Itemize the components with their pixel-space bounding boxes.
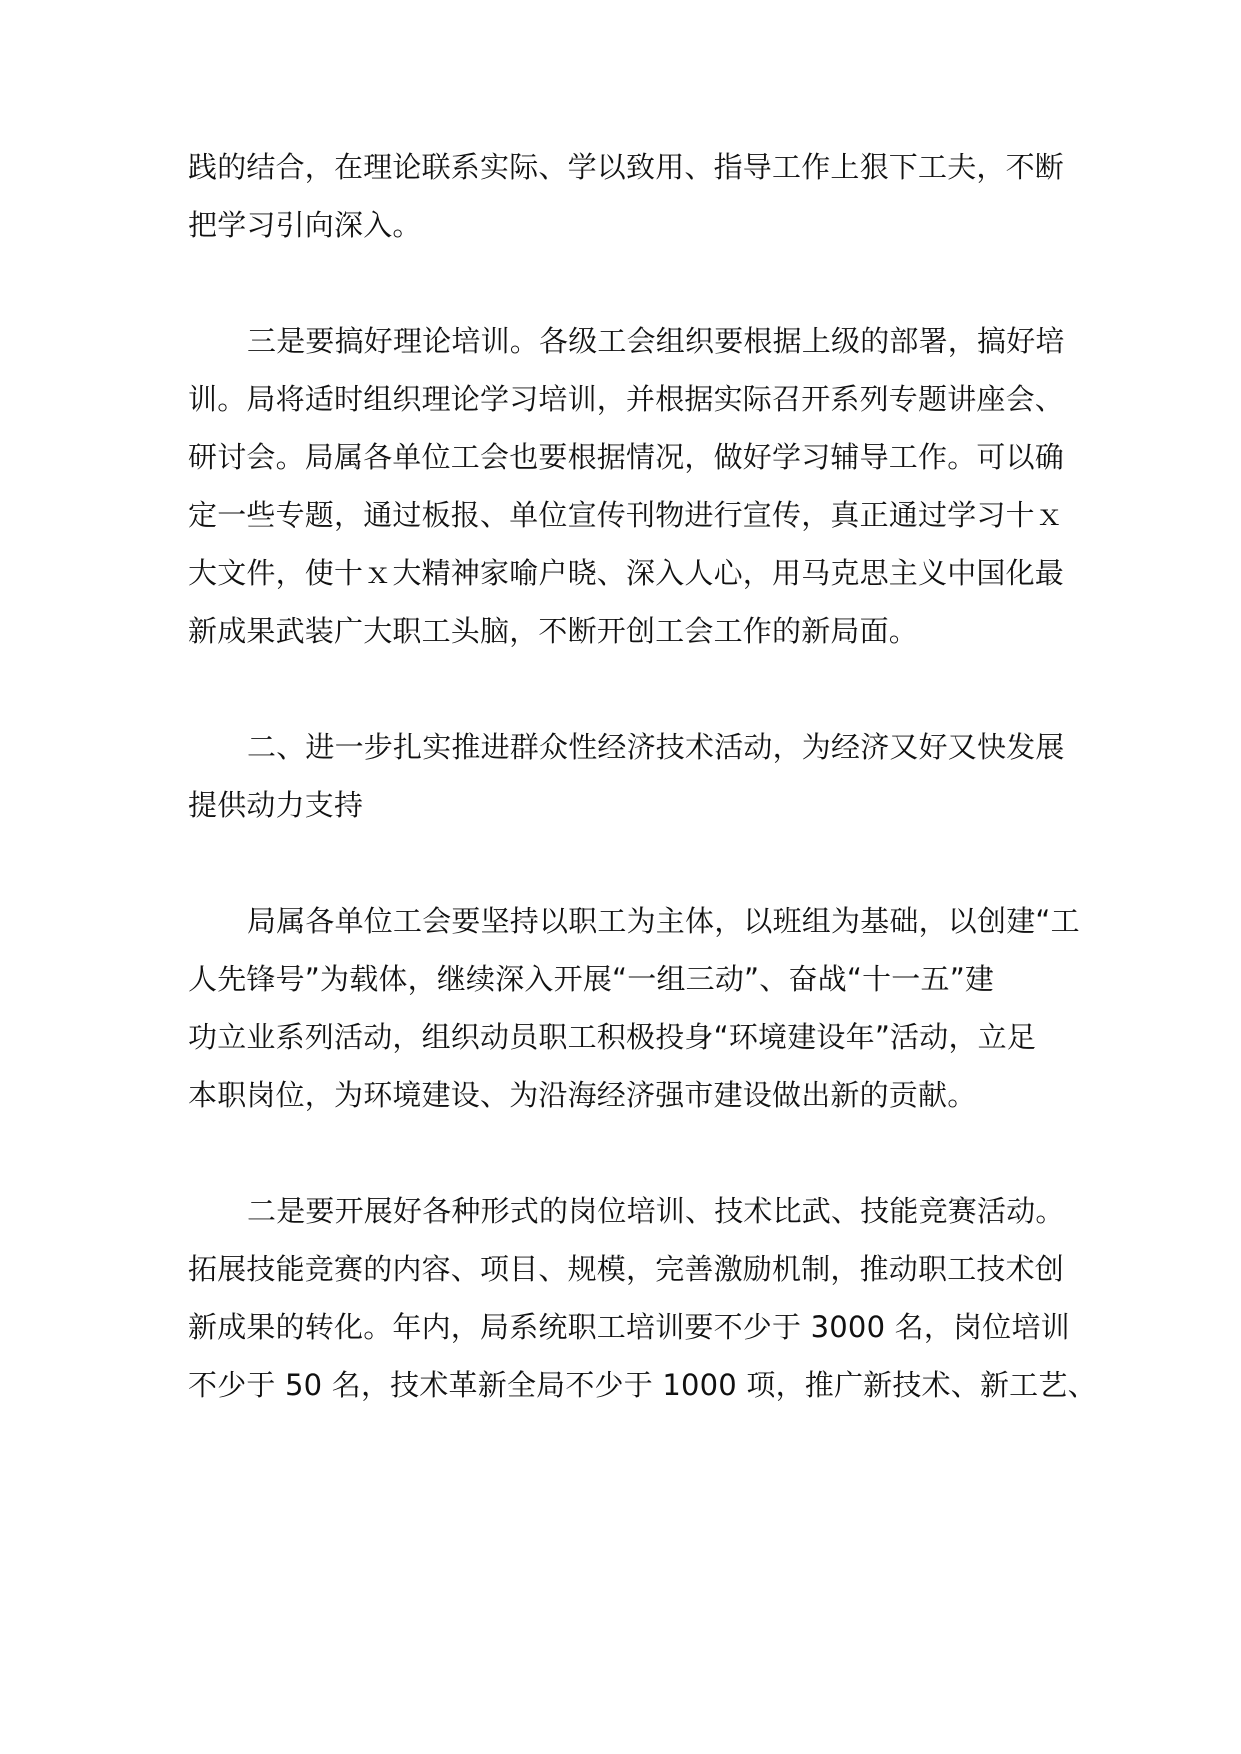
section-heading-line: 提供动力支持	[188, 788, 364, 822]
text-line: 本职岗位，为环境建设、为沿海经济强市建设做出新的贡献。	[188, 1078, 977, 1112]
text-line: 新成果武装广大职工头脑，不断开创工会工作的新局面。	[188, 614, 919, 648]
text-line: 研讨会。局属各单位工会也要根据情况，做好学习辅导工作。可以确	[188, 440, 1065, 474]
text-line: 训。局将适时组织理论学习培训，并根据实际召开系列专题讲座会、	[188, 382, 1065, 416]
text-line: 践的结合，在理论联系实际、学以致用、指导工作上狠下工夫，不断	[188, 150, 1065, 184]
text-line: 大文件，使十ｘ大精神家喻户晓、深入人心，用马克思主义中国化最	[188, 556, 1065, 590]
section-heading-line: 二、进一步扎实推进群众性经济技术活动，为经济又好又快发展	[247, 730, 1065, 764]
text-line: 不少于 50 名，技术革新全局不少于 1000 项，推广新技术、新工艺、	[188, 1368, 1097, 1402]
text-line: 人先锋号”为载体，继续深入开展“一组三动”、奋战“十一五”建	[188, 962, 995, 996]
text-line: 新成果的转化。年内，局系统职工培训要不少于 3000 名，岗位培训	[188, 1310, 1070, 1344]
text-line: 拓展技能竞赛的内容、项目、规模，完善激励机制，推动职工技术创	[188, 1252, 1065, 1286]
text-line: 三是要搞好理论培训。各级工会组织要根据上级的部署，搞好培	[247, 324, 1065, 358]
text-line: 把学习引向深入。	[188, 208, 422, 242]
text-line: 定一些专题，通过板报、单位宣传刊物进行宣传，真正通过学习十ｘ	[188, 498, 1065, 532]
text-line: 功立业系列活动，组织动员职工积极投身“环境建设年”活动，立足	[188, 1020, 1037, 1054]
text-line: 局属各单位工会要坚持以职工为主体，以班组为基础，以创建“工	[247, 904, 1080, 938]
text-line: 二是要开展好各种形式的岗位培训、技术比武、技能竞赛活动。	[247, 1194, 1065, 1228]
